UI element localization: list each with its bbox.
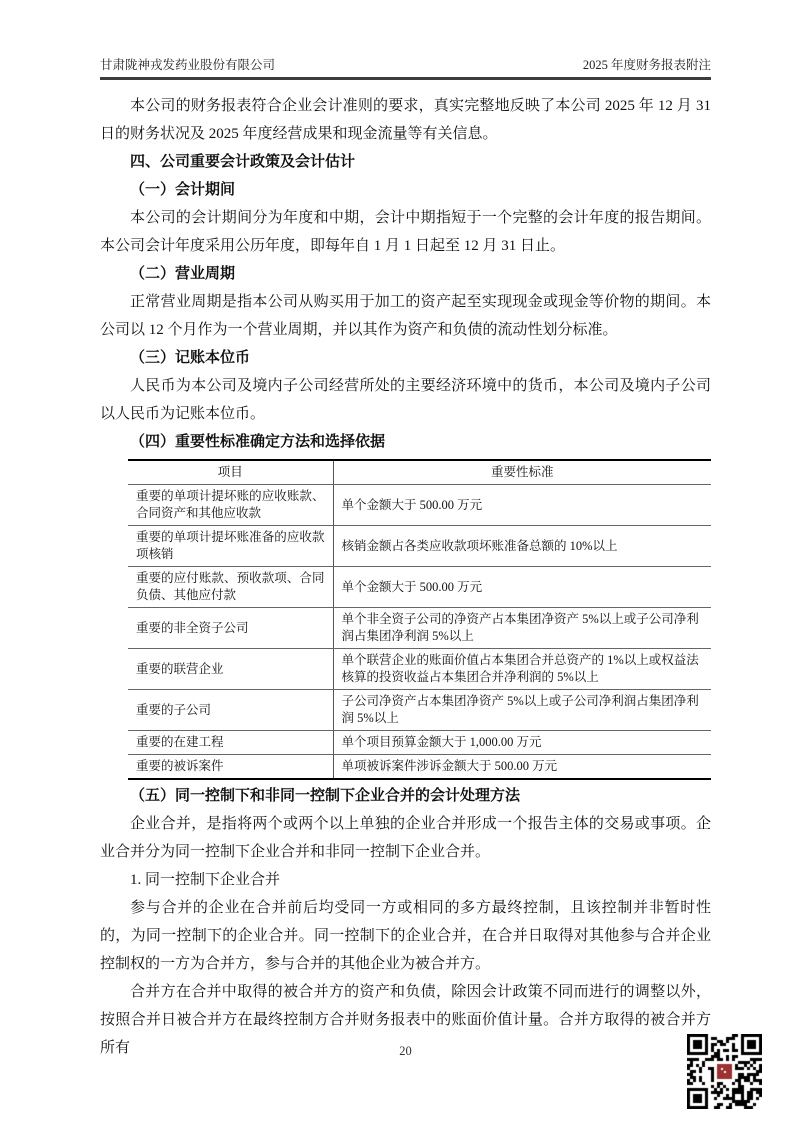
section4-5-item-1-title: 1. 同一控制下企业合并 — [130, 872, 281, 888]
cell-criteria: 单个非全资子公司的净资产占本集团净资产 5%以上或子公司净利润占集团净利润 5%以上 — [333, 608, 711, 649]
table-row — [128, 567, 711, 608]
table-row — [128, 649, 711, 690]
qr-code-image — [687, 1034, 762, 1109]
table-row — [128, 690, 711, 731]
section4-5-title: （五）同一控制下和非同一控制下企业合并的会计处理方法 — [130, 787, 521, 804]
section4-5-paragraph-2: 参与合并的企业在合并前后均受同一方或相同的多方最终控制，且该控制并非暂时性的，为同一控制下的企业合并。同一控制下的企业合并，在合并日取得对其他参与合并企业控制权的一方为合并方，参与合并的其他企业为被合并方。 — [100, 900, 711, 972]
table-row — [128, 755, 711, 780]
cell-item: 重要的单项计提坏账的应收账款、合同资产和其他应收款 — [128, 485, 333, 526]
cell-criteria: 单项被诉案件涉诉金额大于 500.00 万元 — [333, 755, 711, 780]
cell-criteria: 单个联营企业的账面价值占本集团合并总资产的 1%以上或权益法核算的投资收益占本集团合并净利润的 5%以上 — [333, 649, 711, 690]
cell-item: 重要的在建工程 — [128, 731, 333, 755]
cell-item: 重要的子公司 — [128, 690, 333, 731]
section4-2-title: （二）营业周期 — [130, 265, 236, 282]
table-row — [128, 526, 711, 567]
section4-1-title: （一）会计期间 — [130, 181, 236, 198]
cell-criteria: 核销金额占各类应收款项坏账准备总额的 10%以上 — [333, 526, 711, 567]
document-body — [100, 92, 711, 1062]
cell-item: 重要的单项计提坏账准备的应收款项核销 — [128, 526, 333, 567]
section4-title: 四、公司重要会计政策及会计估计 — [130, 153, 356, 170]
table-header-row — [128, 460, 711, 485]
intro-paragraph: 本公司的财务报表符合企业会计准则的要求，真实完整地反映了本公司 2025 年 12 月 31 日的财务状况及 2025 年度经营成果和现金流量等有关信息。 — [100, 98, 711, 142]
column-header-criteria: 重要性标准 — [333, 460, 711, 485]
cell-criteria: 单个金额大于 500.00 万元 — [333, 567, 711, 608]
materiality-criteria-table — [128, 459, 711, 780]
header-doc-title: 2025 年度财务报表附注 — [582, 58, 711, 72]
cell-item: 重要的应付账款、预收款项、合同负债、其他应付款 — [128, 567, 333, 608]
cell-criteria: 子公司净资产占本集团净资产 5%以上或子公司净利润占集团净利润 5%以上 — [333, 690, 711, 731]
section4-5-paragraph-3: 合并方在合并中取得的被合并方的资产和负债，除因会计政策不同而进行的调整以外，按照合并日被合并方在最终控制方合并财务报表中的账面价值计量。合并方取得的被合并方所有 — [100, 984, 711, 1056]
table-row — [128, 608, 711, 649]
header-company-name: 甘肃陇神戎发药业股份有限公司 — [100, 58, 276, 72]
column-header-item: 项目 — [128, 460, 333, 485]
section4-2-paragraph: 正常营业周期是指本公司从购买用于加工的资产起至实现现金或现金等价物的期间。本公司以 12 个月作为一个营业周期，并以其作为资产和负债的流动性划分标准。 — [100, 294, 711, 338]
page-header — [100, 55, 711, 73]
cell-item: 重要的联营企业 — [128, 649, 333, 690]
cell-item: 重要的被诉案件 — [128, 755, 333, 780]
section4-1-paragraph: 本公司的会计期间分为年度和中期，会计中期指短于一个完整的会计年度的报告期间。本公司会计年度采用公历年度，即每年自 1 月 1 日起至 12 月 31 日止。 — [100, 210, 711, 254]
qr-code — [687, 1034, 762, 1109]
page-number: 20 — [399, 1044, 412, 1058]
header-divider-line — [100, 77, 711, 80]
section4-4-title: （四）重要性标准确定方法和选择依据 — [130, 433, 386, 450]
cell-criteria: 单个金额大于 500.00 万元 — [333, 485, 711, 526]
table-row — [128, 485, 711, 526]
table-row — [128, 731, 711, 755]
section4-3-paragraph: 人民币为本公司及境内子公司经营所处的主要经济环境中的货币，本公司及境内子公司以人民币为记账本位币。 — [100, 378, 711, 422]
section4-3-title: （三）记账本位币 — [130, 349, 251, 366]
cell-criteria: 单个项目预算金额大于 1,000.00 万元 — [333, 731, 711, 755]
section4-5-paragraph-1: 企业合并，是指将两个或两个以上单独的企业合并形成一个报告主体的交易或事项。企业合并分为同一控制下企业合并和非同一控制下企业合并。 — [100, 816, 711, 860]
cell-item: 重要的非全资子公司 — [128, 608, 333, 649]
